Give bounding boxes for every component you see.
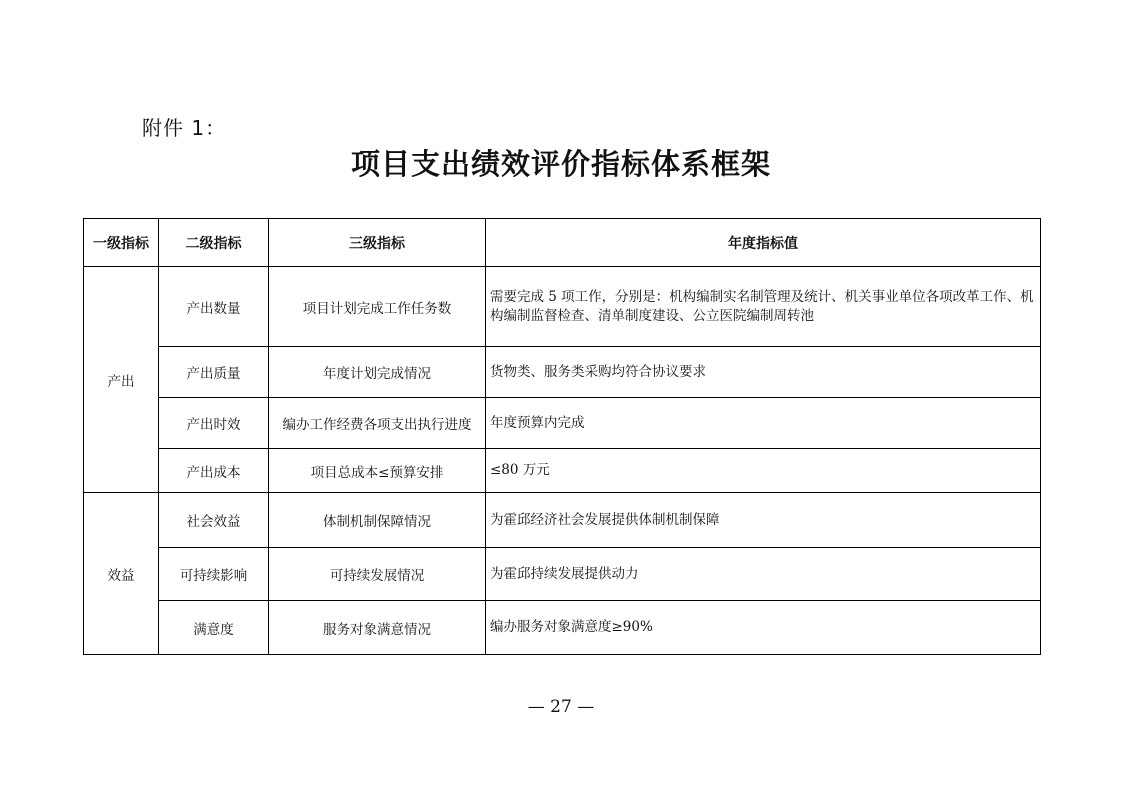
level2-cell: 社会效益	[159, 493, 269, 548]
level3-cell: 项目计划完成工作任务数	[269, 267, 486, 347]
level2-cell: 可持续影响	[159, 548, 269, 601]
header-level2: 二级指标	[159, 219, 269, 267]
level1-output: 产出	[84, 267, 159, 493]
level2-cell: 产出成本	[159, 449, 269, 493]
page-number: — 27 —	[527, 697, 595, 717]
indicator-framework-table	[83, 218, 1041, 655]
level2-cell: 满意度	[159, 601, 269, 655]
level3-cell: 服务对象满意情况	[269, 601, 486, 655]
value-cell: 货物类、服务类采购均符合协议要求	[486, 347, 1041, 398]
level3-cell: 项目总成本≤预算安排	[269, 449, 486, 493]
level1-benefit: 效益	[84, 493, 159, 655]
level3-cell: 年度计划完成情况	[269, 347, 486, 398]
table-row	[84, 601, 1041, 655]
level3-cell: 体制机制保障情况	[269, 493, 486, 548]
table-row	[84, 548, 1041, 601]
table-row	[84, 347, 1041, 398]
header-level1: 一级指标	[84, 219, 159, 267]
table-row	[84, 493, 1041, 548]
value-cell: 编办服务对象满意度≥90%	[486, 601, 1041, 655]
value-cell: ≤80 万元	[486, 449, 1041, 493]
table-row	[84, 398, 1041, 449]
table-row	[84, 267, 1041, 347]
level2-cell: 产出质量	[159, 347, 269, 398]
level3-cell: 可持续发展情况	[269, 548, 486, 601]
level2-cell: 产出时效	[159, 398, 269, 449]
header-level3: 三级指标	[269, 219, 486, 267]
level2-cell: 产出数量	[159, 267, 269, 347]
attachment-label: 附件 1：	[142, 116, 227, 140]
value-cell: 需要完成 5 项工作，分别是：机构编制实名制管理及统计、机关事业单位各项改革工作、机构编制监督检查、清单制度建设、公立医院编制周转池	[486, 267, 1041, 347]
table-header-row	[84, 219, 1041, 267]
table-row	[84, 449, 1041, 493]
value-cell: 为霍邱持续发展提供动力	[486, 548, 1041, 601]
header-annual-value: 年度指标值	[486, 219, 1041, 267]
level3-cell: 编办工作经费各项支出执行进度	[269, 398, 486, 449]
document-title: 项目支出绩效评价指标体系框架	[350, 147, 771, 181]
value-cell: 为霍邱经济社会发展提供体制机制保障	[486, 493, 1041, 548]
value-cell: 年度预算内完成	[486, 398, 1041, 449]
